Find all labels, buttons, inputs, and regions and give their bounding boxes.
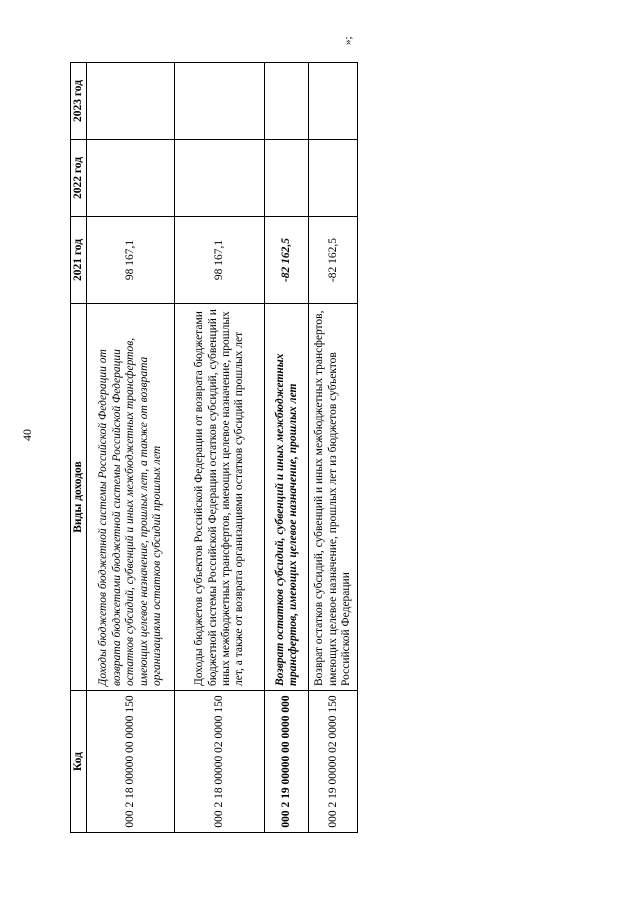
row-2022-value [265, 140, 309, 217]
row-2021-value: -82 162,5 [309, 217, 358, 304]
row-2021-value: -82 162,5 [265, 217, 309, 304]
table-header-row [71, 63, 87, 833]
table-row [309, 63, 358, 833]
row-2021-value: 98 167,1 [175, 217, 265, 304]
row-2023-value [87, 63, 175, 140]
row-2023-value [309, 63, 358, 140]
table-row [265, 63, 309, 833]
row-2022-value [175, 140, 265, 217]
header-code: Код [71, 691, 87, 833]
row-revenue-type: Возврат остатков субсидий, субвенций и иных межбюджетных трансфертов, имеющих целевое назначение, прошлых лет из бюджетов субъектов Российской Федерации [309, 304, 358, 691]
header-2023: 2023 год [71, 63, 87, 140]
row-2022-value [87, 140, 175, 217]
header-2022: 2022 год [71, 140, 87, 217]
header-revenue-type: Виды доходов [71, 304, 87, 691]
revenue-table [70, 62, 358, 833]
row-code: 000 2 19 00000 00 0000 000 [265, 691, 309, 833]
page-number: 40 [20, 429, 34, 441]
row-code: 000 2 18 00000 00 0000 150 [87, 691, 175, 833]
table-end-mark: »; [342, 36, 354, 45]
row-code: 000 2 19 00000 02 0000 150 [309, 691, 358, 833]
row-2022-value [309, 140, 358, 217]
table-row [87, 63, 175, 833]
row-2023-value [175, 63, 265, 140]
header-2021: 2021 год [71, 217, 87, 304]
row-2021-value: 98 167,1 [87, 217, 175, 304]
row-revenue-type: Доходы бюджетов бюджетной системы Российской Федерации от возврата бюджетами бюджетной системы Российской Федерации остатков субсидий, субвенций и иных межбюджетных трансфертов, имеющих целевое назначение, прошлых лет, а также от возврата организациями остатков субсидий прошлых лет [87, 304, 175, 691]
row-revenue-type: Возврат остатков субсидий, субвенций и иных межбюджетных трансфертов, имеющих целевое назначение, прошлых лет [265, 304, 309, 691]
row-revenue-type: Доходы бюджетов субъектов Российской Федерации от возврата бюджетами бюджетной системы Российской Федерации остатков субсидий, субвенций и иных межбюджетных трансфертов, имеющих целевое назначение, прошлых лет, а также от возврата организациями остатков субсидий прошлых лет [175, 304, 265, 691]
table-row [175, 63, 265, 833]
revenue-table-rotated [70, 63, 356, 833]
row-2023-value [265, 63, 309, 140]
row-code: 000 2 18 00000 02 0000 150 [175, 691, 265, 833]
